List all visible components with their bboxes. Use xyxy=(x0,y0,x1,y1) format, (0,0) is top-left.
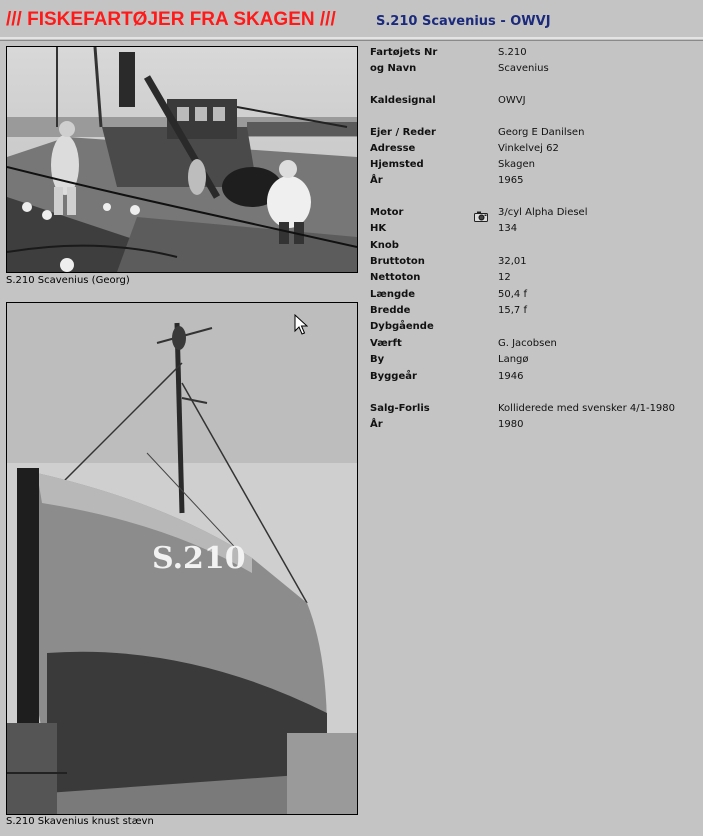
detail-label: Adresse xyxy=(370,143,416,154)
detail-value: Kolliderede med svensker 4/1-1980 xyxy=(498,403,676,414)
vessel-title: S.210 Scavenius - OWVJ xyxy=(376,14,551,29)
detail-value: 12 xyxy=(498,272,511,283)
vessel-photo-bow[interactable] xyxy=(6,302,358,815)
detail-label: Salg-Forlis xyxy=(370,403,430,414)
detail-label: HK xyxy=(370,223,387,234)
photo-caption-bow: S.210 Skavenius knust stævn xyxy=(6,816,154,827)
detail-label: År xyxy=(370,419,383,430)
detail-label: År xyxy=(370,175,383,186)
detail-label: Længde xyxy=(370,289,416,300)
detail-value: 134 xyxy=(498,223,518,234)
hull-registration-text: S.210 xyxy=(152,541,246,576)
detail-label: Fartøjets Nr xyxy=(370,47,438,58)
detail-value: S.210 xyxy=(498,47,527,58)
detail-value: Vinkelvej 62 xyxy=(498,143,559,154)
camera-icon[interactable] xyxy=(474,207,488,226)
detail-value: 50,4 f xyxy=(498,289,527,300)
detail-label: Nettoton xyxy=(370,272,421,283)
detail-value: 15,7 f xyxy=(498,305,527,316)
detail-label: Dybgående xyxy=(370,321,434,332)
detail-value: 1980 xyxy=(498,419,524,430)
detail-value: OWVJ xyxy=(498,95,526,106)
cursor-arrow-icon xyxy=(294,314,308,340)
detail-value: Skagen xyxy=(498,159,535,170)
detail-label: Kaldesignal xyxy=(370,95,436,106)
detail-label: og Navn xyxy=(370,63,417,74)
detail-label: Knob xyxy=(370,240,399,251)
detail-label: Bredde xyxy=(370,305,411,316)
detail-label: Ejer / Reder xyxy=(370,127,436,138)
detail-value: 1965 xyxy=(498,175,524,186)
detail-value: G. Jacobsen xyxy=(498,338,557,349)
detail-label: Bruttoton xyxy=(370,256,425,267)
detail-value: 3/cyl Alpha Diesel xyxy=(498,207,588,218)
detail-value: Georg E Danilsen xyxy=(498,127,585,138)
detail-label: By xyxy=(370,354,385,365)
page-header xyxy=(0,0,703,41)
detail-value: 1946 xyxy=(498,371,524,382)
vessel-photo-bow-image xyxy=(7,303,357,814)
detail-value: Langø xyxy=(498,354,529,365)
detail-label: Værft xyxy=(370,338,402,349)
vessel-photo-georg-image xyxy=(7,47,357,272)
vessel-photo-georg[interactable] xyxy=(6,46,358,273)
site-title: /// FISKEFARTØJER FRA SKAGEN /// xyxy=(6,9,336,30)
detail-label: Hjemsted xyxy=(370,159,424,170)
detail-value: Scavenius xyxy=(498,63,549,74)
header-divider xyxy=(0,37,703,39)
detail-value: 32,01 xyxy=(498,256,527,267)
photo-caption-georg: S.210 Scavenius (Georg) xyxy=(6,275,130,286)
detail-label: Motor xyxy=(370,207,404,218)
detail-label: Byggeår xyxy=(370,371,417,382)
